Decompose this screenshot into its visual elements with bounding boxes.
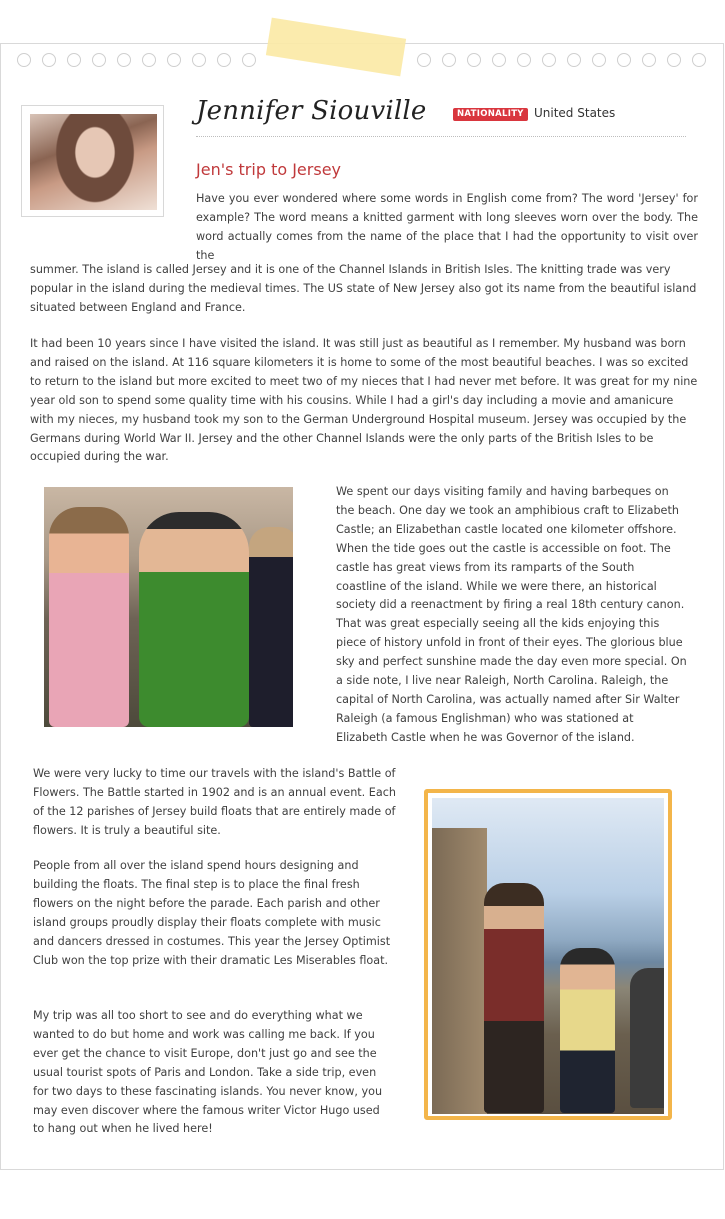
article-paragraph-5: We were very lucky to time our travels with the island's Battle of Flowers. The Battle started in 1902 and is an annual event. Each of the 12 parishes of Jersey build floats that are entirely made of flowers. It is truly a beautiful site. — [33, 767, 396, 837]
divider — [196, 136, 686, 137]
nationality-badge: NATIONALITY — [453, 108, 528, 121]
binder-ring — [92, 53, 106, 67]
nationality-value: United States — [534, 106, 616, 120]
binder-ring — [167, 53, 181, 67]
castle-photo-frame — [424, 789, 672, 1120]
avatar — [30, 114, 157, 210]
binder-ring — [142, 53, 156, 67]
kids-photo — [44, 487, 293, 727]
photo-figure — [484, 883, 544, 1113]
binder-ring — [492, 53, 506, 67]
author-name: Jennifer Siouville — [196, 96, 427, 126]
binder-ring — [417, 53, 431, 67]
binder-ring — [17, 53, 31, 67]
article-paragraph-3: It had been 10 years since I have visited the island. It was still just as beautiful as I remember. My husband was born and raised on the island. At 116 square kilometers it is home to some of the most beautiful beaches. I was so excited to return to the island but more excited to meet two of my nieces that I had never met before. It was great for my nine year old son to spend some quality time with his cousins. While I had a girl's day including a movie and amanicure with my nieces, my husband took my son to the German Underground Hospital museum. Jersey was occupied by the Germans during World War II. Jersey and the other Channel Islands were the only parts of the British Isles to be occupied during the war. — [30, 337, 698, 464]
article-paragraph-2: summer. The island is called Jersey and it is one of the Channel Islands in British Isles. The knitting trade was very popular in the island during the medieval times. The US state of New Jersey also got its name from the beautiful island situated between England and France. — [30, 263, 697, 314]
binder-ring — [217, 53, 231, 67]
binder-ring — [667, 53, 681, 67]
binder-ring — [692, 53, 706, 67]
article-paragraph-6: People from all over the island spend hours designing and building the floats. The final step is to place the final fresh flowers on the night before the parade. Each parish and other island groups proudly display their floats complete with music and dancers dressed in costumes. This year the Jersey Optimist Club won the top prize with their dramatic Les Miserables float. — [33, 859, 391, 967]
binder-ring — [67, 53, 81, 67]
binder-ring — [467, 53, 481, 67]
binder-ring — [442, 53, 456, 67]
article-title: Jen's trip to Jersey — [196, 160, 341, 179]
binder-ring — [542, 53, 556, 67]
binder-ring — [192, 53, 206, 67]
profile-photo-frame — [21, 105, 164, 217]
binder-ring — [117, 53, 131, 67]
avatar-portrait — [50, 114, 140, 210]
article-paragraph-7: My trip was all too short to see and do everything what we wanted to do but home and work was calling me back. If you ever get the chance to visit Europe, don't just go and see the usual tourist spots of Paris and London. Take a side trip, even for two days to these fascinating islands. You never know, you may even discover where the famous writer Victor Hugo used to hang out when he lived here! — [33, 1009, 383, 1136]
binder-ring — [642, 53, 656, 67]
binder-ring — [617, 53, 631, 67]
binder-ring — [42, 53, 56, 67]
binder-ring — [567, 53, 581, 67]
castle-photo — [432, 798, 664, 1114]
photo-cannon — [630, 968, 664, 1108]
photo-castle-wall — [432, 828, 487, 1114]
photo-figure — [49, 507, 129, 727]
photo-figure — [560, 948, 615, 1113]
binder-ring — [592, 53, 606, 67]
photo-figure — [249, 527, 293, 727]
article-paragraph-4: We spent our days visiting family and having barbeques on the beach. One day we took an amphibious craft to Elizabeth Castle; an Elizabethan castle located one kilometer offshore. When the tide goes out the castle is accessible on foot. The castle has great views from its ramparts of the South coastline of the island. While we were there, an historical society did a reenactment by firing a real 18th century canon. That was great especially seeing all the kids enjoying this piece of history unfold in front of their eyes. The glorious blue sky and perfect sunshine made the day even more special. On a side note, I live near Raleigh, North Carolina. Raleigh, the capital of North Carolina, was actually named after Sir Walter Raleigh (a famous Englishman) who was stationed at Elizabeth Castle when he was Governor of the island. — [336, 485, 687, 744]
binder-ring — [242, 53, 256, 67]
photo-figure — [139, 512, 249, 727]
binder-ring — [517, 53, 531, 67]
article-paragraph-1: Have you ever wondered where some words in English come from? The word 'Jersey' for example? The word means a knitted garment with long sleeves worn over the body. The word actually comes from the name of the place that I had the opportunity to visit over the — [196, 192, 698, 262]
